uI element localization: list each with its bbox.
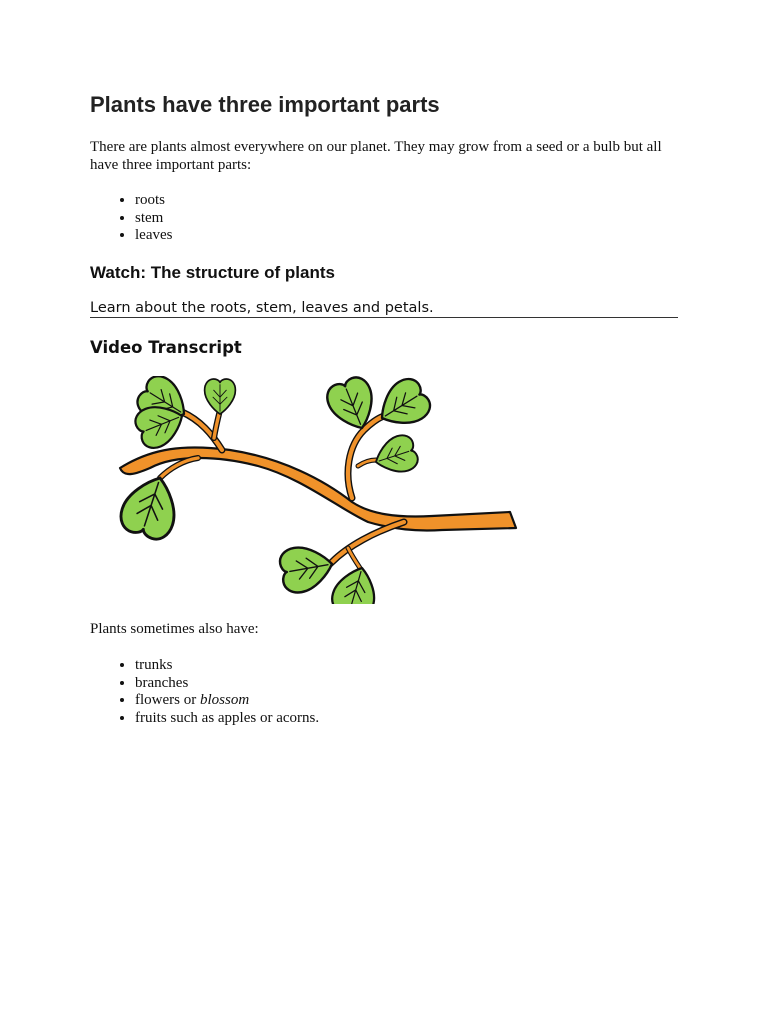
plant-parts-list: [90, 192, 172, 245]
intro-paragraph: There are plants almost everywhere on our planet. They may grow from a seed or a bulb but all have three important parts:: [90, 139, 662, 173]
list-item: • leaves: [135, 227, 172, 245]
leaf: [370, 432, 420, 479]
watch-heading: Watch: The structure of plants: [90, 263, 335, 282]
list-item: • roots: [135, 192, 172, 210]
transcript-heading: Video Transcript: [90, 338, 242, 357]
branch-main: [120, 447, 516, 530]
optional-parts-list: [90, 657, 319, 727]
blossom-emphasis: blossom: [199, 692, 250, 709]
list-item: [135, 692, 319, 710]
page-title: Plants have three important parts: [90, 92, 440, 117]
list-item: • fruits such as apples or acorns.: [135, 710, 319, 728]
leaf: [371, 376, 435, 436]
flowers-text: flowers or: [135, 692, 200, 709]
leaf: [278, 542, 336, 595]
also-have-intro: Plants sometimes also have:: [90, 621, 259, 637]
leaf: [329, 562, 382, 604]
list-item: • branches: [135, 675, 319, 693]
leaf: [205, 379, 236, 414]
list-item: • stem: [135, 210, 172, 228]
list-item: • trunks: [135, 657, 319, 675]
leaf: [323, 376, 383, 436]
video-summary: Learn about the roots, stem, leaves and petals.: [90, 300, 678, 318]
leaf: [116, 470, 185, 543]
branch-with-leaves-illustration: [112, 376, 522, 604]
